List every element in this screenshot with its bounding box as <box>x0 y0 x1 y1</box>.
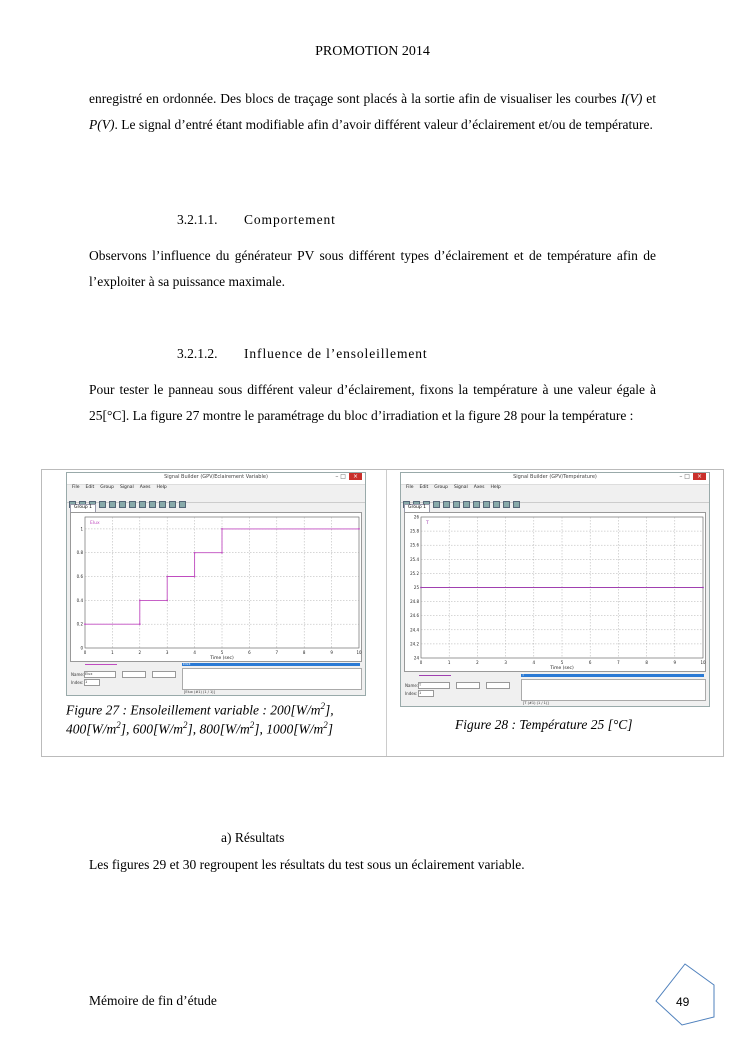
x-tick-label: 3 <box>165 650 169 655</box>
y-tick-label: 26 <box>413 514 419 520</box>
paste-icon[interactable] <box>109 501 116 508</box>
y-tick-label: 24.4 <box>410 627 419 633</box>
y-tick-label: 24.2 <box>410 641 419 647</box>
maximize-icon[interactable]: □ <box>340 473 346 480</box>
paste-icon[interactable] <box>443 501 450 508</box>
signal-point <box>139 599 141 601</box>
y-tick-label: 0.6 <box>76 574 83 580</box>
menu-axes[interactable]: Axes <box>473 485 485 490</box>
caption-27-sup: 2 <box>323 719 328 730</box>
section-number: 3.2.1.1. <box>177 212 218 227</box>
section-title: Influence de l’ensoleillement <box>244 346 428 361</box>
bottom-panel <box>67 662 365 695</box>
toolbar <box>401 493 709 503</box>
close-icon[interactable]: × <box>693 473 706 480</box>
signal-point <box>194 552 196 554</box>
minimize-icon[interactable]: – <box>335 473 339 480</box>
signal-builder-window-temperature <box>400 472 710 707</box>
signal-name-label: Elux <box>90 521 100 526</box>
help-icon[interactable] <box>179 501 186 508</box>
signal-point <box>166 576 168 578</box>
y-tick-label: 24.6 <box>410 613 419 619</box>
window-titlebar <box>67 473 365 485</box>
x-tick-label: 7 <box>617 660 620 665</box>
x-tick-label: 10 <box>700 660 706 665</box>
y-tick-label: 0.8 <box>76 550 83 556</box>
window-titlebar <box>401 473 709 485</box>
signal-list-label: T <box>522 673 525 677</box>
signal-name-label: T <box>426 521 429 526</box>
y-tick-label: 24.8 <box>410 599 419 605</box>
paragraph-1 <box>89 86 656 138</box>
iv-curve-label: I(V) <box>620 91 643 106</box>
menu-edit[interactable]: Edit <box>85 485 95 490</box>
x-tick-label: 8 <box>302 650 306 655</box>
x-tick-label: 1 <box>447 660 451 665</box>
group-tab[interactable]: Group 1 <box>404 504 430 512</box>
menu-help[interactable]: Help <box>156 485 167 490</box>
x-tick-label: 2 <box>476 660 479 665</box>
menu-bar <box>67 485 365 493</box>
toolbar <box>67 493 365 503</box>
status-text: [Elux (#1) (1 / 1)] <box>184 690 215 694</box>
bottom-panel <box>401 673 709 706</box>
paragraph-3: Pour tester le panneau sous différent valeur d’éclairement, fixons la température à une valeur égale à 25[°C]. La figure 27 montre le paramétrage du bloc d’irradiation et la figure 28 pour la température : <box>89 382 656 423</box>
signal-point <box>702 587 704 589</box>
x-axis-label: Time (sec) <box>550 666 574 671</box>
paragraph-1-text-a: enregistré en ordonnée. Des blocs de traçage sont placés à la sortie afin de visualiser les courbes <box>89 91 621 106</box>
copy-icon[interactable] <box>433 501 440 508</box>
index-select[interactable]: 1 <box>84 679 100 686</box>
stop-icon[interactable] <box>503 501 510 508</box>
maximize-icon[interactable]: □ <box>684 473 690 480</box>
caption-27-a: Figure 27 : Ensoleillement variable : 200[W/m <box>66 702 321 718</box>
redo-icon[interactable] <box>463 501 470 508</box>
line-style-sample <box>85 664 117 665</box>
y-tick-label: 25 <box>413 585 419 590</box>
undo-icon[interactable] <box>453 501 460 508</box>
name-input[interactable]: Elux <box>84 671 116 678</box>
page-header: PROMOTION 2014 <box>315 44 430 59</box>
y-tick-label: 0.2 <box>76 621 83 627</box>
caption-27-sup: 2 <box>116 719 121 730</box>
caption-27-b: ], <box>324 702 334 718</box>
signal-list[interactable] <box>182 668 362 690</box>
paragraph-1-text-b: . Le signal d’entré étant modifiable afin d’avoir différent valeur d’éclairement et/ou de température. <box>114 117 653 132</box>
menu-axes[interactable]: Axes <box>139 485 151 490</box>
right-point-input[interactable] <box>486 682 510 689</box>
footer-text: Mémoire de fin d’étude <box>89 993 217 1008</box>
x-tick-label: 2 <box>138 650 142 655</box>
y-tick-label: 25.8 <box>410 528 419 534</box>
signal-point <box>194 576 196 578</box>
x-tick-label: 1 <box>111 650 114 655</box>
caption-27-sup: 2 <box>183 719 188 730</box>
figure-27-caption <box>66 699 376 736</box>
grid-icon[interactable] <box>149 501 156 508</box>
x-tick-label: 6 <box>588 660 592 665</box>
x-tick-label: 4 <box>193 650 196 655</box>
y-tick-label: 24 <box>413 655 419 661</box>
signal-point <box>84 623 86 625</box>
help-icon[interactable] <box>513 501 520 508</box>
menu-bar <box>401 485 709 493</box>
signal-point <box>221 552 223 554</box>
results-heading: a) Résultats <box>221 830 285 845</box>
menu-group[interactable]: Group <box>434 485 448 490</box>
x-tick-label: 0 <box>419 660 423 665</box>
section-number: 3.2.1.2. <box>177 346 218 361</box>
signal-point <box>420 587 422 589</box>
signal-builder-window-irradiance <box>66 472 366 696</box>
close-icon[interactable]: × <box>349 473 362 480</box>
figure-28-caption: Figure 28 : Température 25 [°C] <box>455 717 633 732</box>
zoom-icon[interactable] <box>139 501 146 508</box>
page-number: 49 <box>676 995 690 1009</box>
caption-27-e: ], 800[W/m <box>187 721 250 736</box>
section-title: Comportement <box>244 212 336 227</box>
paragraph-1-and: et <box>642 91 656 106</box>
x-tick-label: 5 <box>220 650 224 655</box>
signal-list-label: Elux <box>183 662 191 666</box>
x-tick-label: 5 <box>560 660 564 665</box>
x-tick-label: 7 <box>275 650 279 655</box>
name-label: Name: <box>405 683 419 688</box>
signal-point <box>221 528 223 530</box>
y-tick-label: 25.2 <box>410 570 419 576</box>
caption-27-c: 400[W/m <box>66 721 117 736</box>
menu-signal[interactable]: Signal <box>119 485 134 490</box>
irradiance-chart <box>71 513 361 661</box>
menu-signal[interactable]: Signal <box>453 485 468 490</box>
name-input[interactable]: T <box>418 682 450 689</box>
stop-icon[interactable] <box>169 501 176 508</box>
caption-27-g: ] <box>327 721 334 736</box>
menu-help[interactable]: Help <box>490 485 501 490</box>
redo-icon[interactable] <box>129 501 136 508</box>
x-tick-label: 9 <box>330 650 333 655</box>
caption-27-d: ], 600[W/m <box>120 721 184 736</box>
caption-27-sup: 2 <box>249 719 255 730</box>
y-tick-label: 25.6 <box>410 542 419 548</box>
signal-point <box>166 599 168 601</box>
signal-point <box>139 623 141 625</box>
menu-file[interactable]: File <box>406 485 414 490</box>
right-point-input[interactable] <box>152 671 176 678</box>
caption-27-f: ], 1000[W/m <box>254 721 324 736</box>
left-point-input[interactable] <box>456 682 480 689</box>
signal-list-selected[interactable] <box>182 663 360 666</box>
signal-list-selected[interactable] <box>521 674 704 677</box>
index-label: Index: <box>71 680 84 685</box>
pv-curve-label: P(V) <box>89 117 115 132</box>
y-tick-label: 0 <box>80 645 83 651</box>
y-tick-label: 25.4 <box>410 556 419 562</box>
grid-icon[interactable] <box>483 501 490 508</box>
caption-27-sup: 2 <box>320 701 325 711</box>
minimize-icon[interactable]: – <box>679 473 683 480</box>
plot-area[interactable] <box>70 512 362 662</box>
x-axis-label: Time (sec) <box>210 656 234 661</box>
x-tick-label: 0 <box>83 650 87 655</box>
menu-file[interactable]: File <box>72 485 80 490</box>
signal-list[interactable] <box>521 679 706 701</box>
x-tick-label: 6 <box>248 650 251 655</box>
window-title: Signal Builder (GPV/Eclairement Variable) <box>164 474 268 480</box>
zoom-icon[interactable] <box>473 501 480 508</box>
x-tick-label: 8 <box>645 660 648 665</box>
x-tick-label: 10 <box>356 650 362 655</box>
x-tick-label: 3 <box>504 660 507 665</box>
index-select[interactable]: 1 <box>418 690 434 697</box>
name-label: Name: <box>71 672 85 677</box>
line-style-sample <box>419 675 451 676</box>
y-tick-label: 1 <box>80 526 83 532</box>
x-tick-label: 9 <box>673 660 677 665</box>
menu-edit[interactable]: Edit <box>419 485 429 490</box>
section-heading-behaviour <box>177 212 336 228</box>
status-text: [T (#1) (1 / 1)] <box>523 701 549 705</box>
x-tick-label: 4 <box>532 660 536 665</box>
group-tab[interactable]: Group 1 <box>70 504 96 512</box>
play-icon[interactable] <box>493 501 500 508</box>
play-icon[interactable] <box>159 501 166 508</box>
index-label: Index: <box>405 691 418 696</box>
paragraph-2: Observons l’influence du générateur PV sous différent types d’éclairement et de température afin de l’exploiter à sa puissance maximale. <box>89 248 656 289</box>
signal-point <box>358 528 360 530</box>
undo-icon[interactable] <box>119 501 126 508</box>
y-tick-label: 0.4 <box>76 597 83 603</box>
copy-icon[interactable] <box>99 501 106 508</box>
menu-group[interactable]: Group <box>100 485 114 490</box>
paragraph-4: Les figures 29 et 30 regroupent les résultats du test sous un éclairement variable. <box>89 857 525 872</box>
figure-divider <box>386 470 387 756</box>
window-title: Signal Builder (GPV/Température) <box>513 474 597 480</box>
left-point-input[interactable] <box>122 671 146 678</box>
plot-area[interactable] <box>404 512 706 672</box>
section-heading-sunlight <box>177 346 428 362</box>
temperature-chart <box>405 513 705 671</box>
